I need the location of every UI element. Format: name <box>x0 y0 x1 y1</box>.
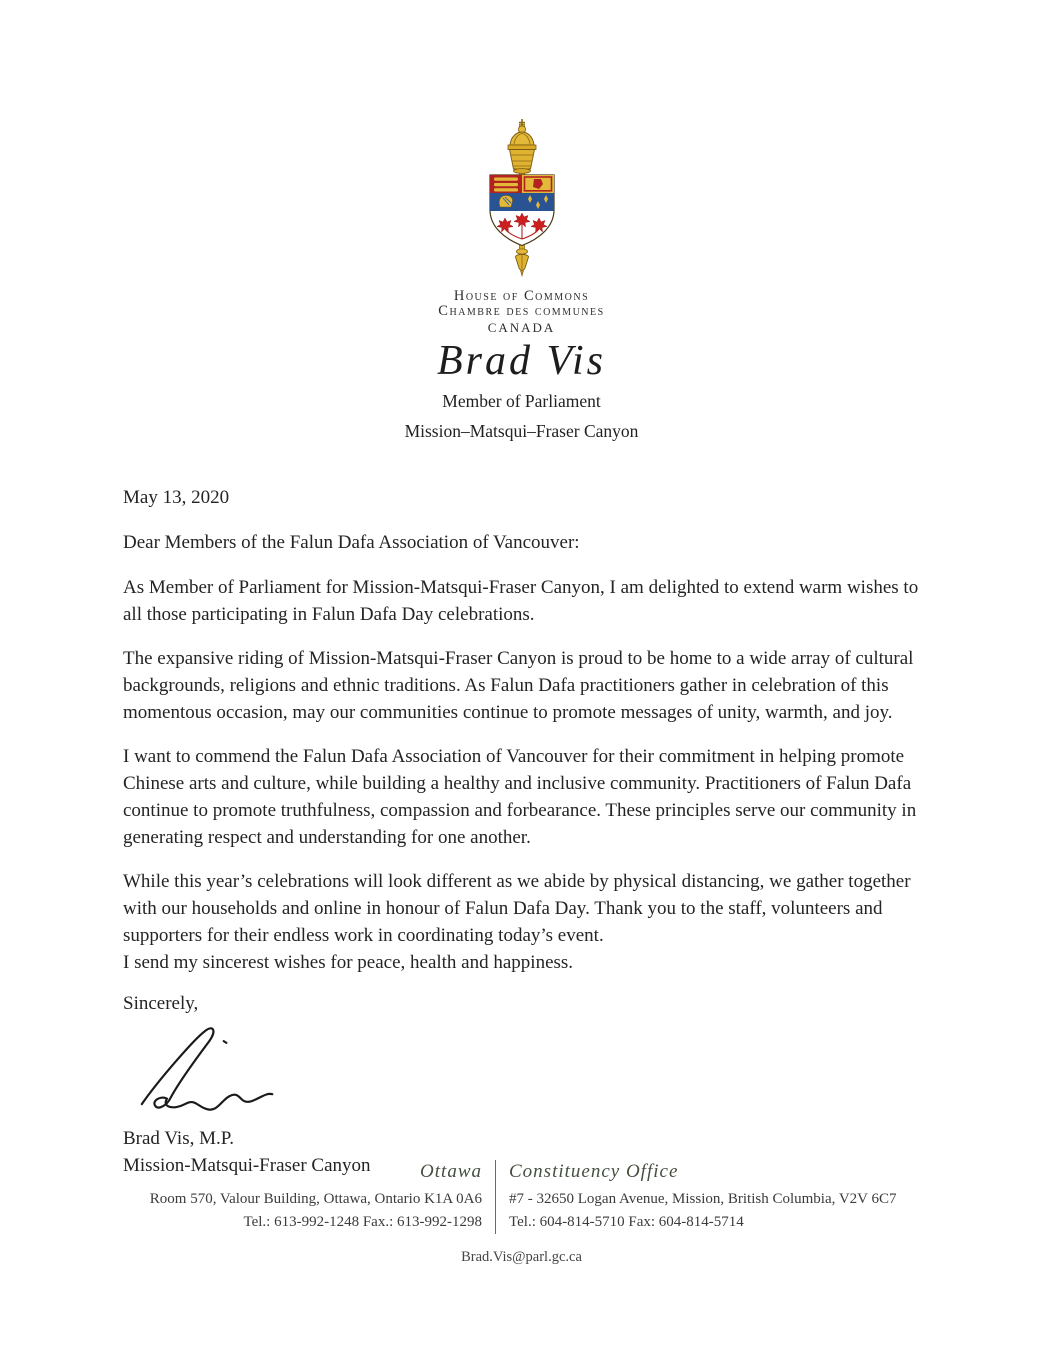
letter-paragraph-4: While this year’s celebrations will look different as we abide by physical distancing, we gather together with our households and online in honour of Falun Dafa Day. Thank you to the staff, volunteers and supporters for their endless work in coordinating today’s event. <box>123 871 911 946</box>
signer-name: Brad Vis, M.P. <box>123 1128 234 1149</box>
signature-block <box>131 1023 925 1123</box>
letter-paragraph-3: I want to commend the Falun Dafa Association of Vancouver for their commitment in helping promote Chinese arts and culture, while building a healthy and inclusive community. Practitioners of Falun Dafa continue to promote truthfulness, compassion and forbearance. These principles serve our community in generating respect and understanding for one another. <box>123 746 917 848</box>
letter-date: May 13, 2020 <box>123 487 230 508</box>
signer-riding: Mission-Matsqui-Fraser Canyon <box>123 1155 371 1176</box>
letterhead <box>0 0 1043 442</box>
house-of-commons-mace-emblem-icon <box>467 118 577 278</box>
constituency-office-address: #7 - 32650 Logan Avenue, Mission, British Columbia, V2V 6C7 <box>509 1191 897 1207</box>
ottawa-office-address: Room 570, Valour Building, Ottawa, Ontario K1A 0A6 <box>149 1191 482 1207</box>
constituency-office-label: Constituency Office <box>509 1161 679 1182</box>
org-name-french: Chambre des communes <box>438 303 605 319</box>
ottawa-office-phones: Tel.: 613-992-1248 Fax.: 613-992-1298 <box>243 1214 482 1230</box>
mp-title: Member of Parliament <box>442 391 601 411</box>
constituency-office-phones: Tel.: 604-814-5710 Fax: 604-814-5714 <box>509 1214 744 1230</box>
ottawa-office-column <box>134 1160 495 1234</box>
org-name-english: House of Commons <box>453 288 590 304</box>
letter-paragraph-1: As Member of Parliament for Mission-Matsqui-Fraser Canyon, I am delighted to extend warm wishes to all those participating in Falun Dafa Day celebrations. <box>123 577 919 625</box>
org-name-block <box>0 289 1043 335</box>
mp-riding: Mission–Matsqui–Fraser Canyon <box>404 421 639 441</box>
constituency-office-column <box>496 1160 909 1234</box>
ottawa-office-label: Ottawa <box>420 1161 482 1182</box>
mp-name-script: Brad Vis <box>436 338 607 384</box>
letter-paragraph-5: I send my sincerest wishes for peace, health and happiness. <box>123 952 574 973</box>
letter-closing: Sincerely, <box>123 993 199 1014</box>
handwritten-signature-icon <box>131 1023 311 1115</box>
letter-body <box>123 484 925 1179</box>
org-country: CANADA <box>487 320 556 335</box>
letter-salutation: Dear Members of the Falun Dafa Association of Vancouver: <box>123 532 580 553</box>
letter-paragraph-2: The expansive riding of Mission-Matsqui-Fraser Canyon is proud to be home to a wide array of cultural backgrounds, religions and ethnic traditions. As Falun Dafa practitioners gather in celebration of this momentous occasion, may our communities continue to promote messages of unity, warmth, and joy. <box>123 648 914 723</box>
contact-email: Brad.Vis@parl.gc.ca <box>461 1249 582 1265</box>
letter-footer <box>0 1160 1043 1266</box>
